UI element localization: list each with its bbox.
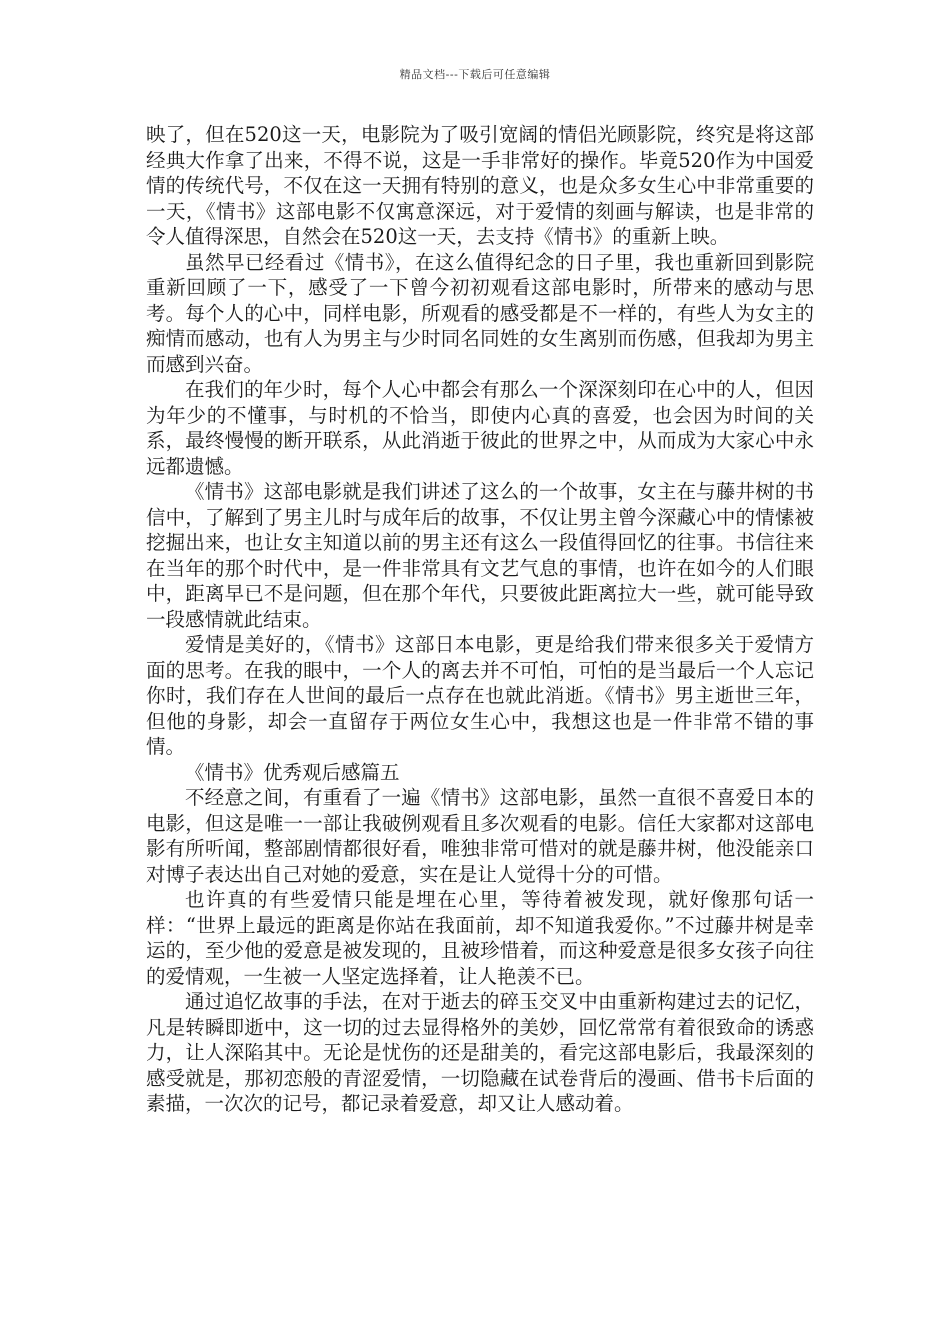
paragraph: 通过追忆故事的手法，在对于逝去的碎玉交叉中由重新构建过去的记忆，凡是转瞬即逝中，这一切的过去显得格外的美妙，回忆常常有着很致命的诱惑力，让人深陷其中。无论是忧伤的还是甜美的，看完这部电影后，我最深刻的感受就是，那初恋般的青涩爱情，一切隐藏在试卷背后的漫画、借书卡后面的素描，一次次的记号，都记录着爱意，却又让人感动着。 [146, 990, 814, 1115]
paragraph: 也许真的有些爱情只能是埋在心里，等待着被发现，就好像那句话一样：“世界上最远的距离是你站在我面前，却不知道我爱你。”不过藤井树是幸运的，至少他的爱意是被发现的，且被珍惜着，而这种爱意是很多女孩子向往的爱情观，一生被一人坚定选择着，让人艳羡不已。 [146, 888, 814, 988]
paragraph: 《情书》这部电影就是我们讲述了这么的一个故事，女主在与藤井树的书信中，了解到了男主儿时与成年后的故事，不仅让男主曾今深藏心中的情愫被挖掘出来，也让女主知道以前的男主还有这么一段值得回忆的往事。书信往来在当年的那个时代中，是一件非常具有文艺气息的事情，也许在如今的人们眼中，距离早已不是问题，但在那个年代，只要彼此距离拉大一些，就可能导致一段感情就此结束。 [146, 480, 814, 631]
section-heading: 《情书》优秀观后感篇五 [185, 760, 400, 784]
paragraph: 爱情是美好的，《情书》这部日本电影，更是给我们带来很多关于爱情方面的思考。在我的眼中，一个人的离去并不可怕，可怕的是当最后一个人忘记你时，我们存在人世间的最后一点存在也就此消逝。《情书》男主逝世三年，但他的身影，却会一直留存于两位女生心中，我想这也是一件非常不错的事情。 [146, 633, 814, 758]
paragraph: 在我们的年少时，每个人心中都会有那么一个深深刻印在心中的人，但因为年少的不懂事，与时机的不恰当，即使内心真的喜爱，也会因为时间的关系，最终慢慢的断开联系，从此消逝于彼此的世界之中，从而成为大家心中永远都遗憾。 [146, 378, 814, 478]
paragraph: 映了，但在520这一天，电影院为了吸引宽阔的情侣光顾影院，终究是将这部经典大作拿了出来，不得不说，这是一手非常好的操作。毕竟520作为中国爱情的传统代号，不仅在这一天拥有特别的意义，也是众多女生心中非常重要的一天，《情书》这部电影不仅寓意深远，对于爱情的刻画与解读，也是非常的令人值得深思，自然会在520这一天，去支持《情书》的重新上映。 [146, 123, 814, 248]
paragraph: 虽然早已经看过《情书》，在这么值得纪念的日子里，我也重新回到影院重新回顾了一下，感受了一下曾今初初观看这部电影时，所带来的感动与思考。每个人的心中，同样电影，所观看的感受都是不一样的，有些人为女主的痴情而感动，也有人为男主与少时同名同姓的女生离别而伤感，但我却为男主而感到兴奋。 [146, 250, 814, 376]
page-header: 精品文档---下载后可任意编辑 [399, 68, 551, 81]
document-body [146, 122, 814, 1117]
paragraph: 不经意之间，有重看了一遍《情书》这部电影，虽然一直很不喜爱日本的电影，但这是唯一一部让我破例观看且多次观看的电影。信任大家都对这部电影有所听闻，整部剧情都很好看，唯独非常可惜对的就是藤井树，他没能亲口对博子表达出自己对她的爱意，实在是让人觉得十分的可惜。 [146, 786, 814, 886]
